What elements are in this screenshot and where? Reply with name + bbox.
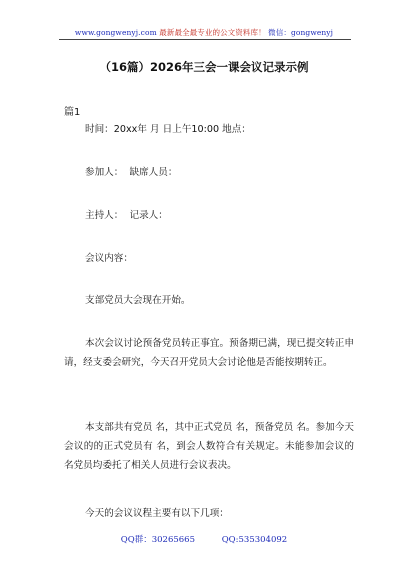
wechat-id: 微信：gongwenyj xyxy=(268,28,334,37)
host-label: 主持人： xyxy=(85,210,124,221)
absentees-label: 缺席人员： xyxy=(129,167,178,178)
content-label: 会议内容： xyxy=(85,253,133,264)
paragraph-3: 本支部共有党员 名，其中正式党员 名，预备党员 名。参加今天会议的的正式党员有 名，到会人数符合有关规定。未能参加会议的 名党员均委托了相关人员进行会议表决。 xyxy=(64,422,354,471)
document-title: （16篇）2026年三会一课会议记录示例 xyxy=(99,60,309,74)
site-footer xyxy=(0,533,408,545)
paragraph-4: 今天的会议议程主要有以下几项： xyxy=(85,508,229,519)
attendance-line xyxy=(64,163,354,182)
qq-number: QQ:535304092 xyxy=(221,535,288,545)
time-place-line xyxy=(64,120,354,139)
time-label: 时间： xyxy=(85,124,114,135)
header-divider xyxy=(59,39,351,40)
section-heading: 篇1 xyxy=(64,107,81,118)
paragraph-1: 支部党员大会现在开始。 xyxy=(85,295,191,306)
site-slogan: 最新最全最专业的公文资料库！ xyxy=(159,28,266,37)
attendees-label: 参加人： xyxy=(85,167,124,178)
paragraph-2: 本次会议讨论预备党员转正事宜。预备期已满，现已提交转正申请，经支委会研究，今天召开党员大会讨论他是否能按期转正。 xyxy=(64,338,354,368)
place-label: 地点： xyxy=(222,124,251,135)
site-url[interactable]: www.gongwenyj.com xyxy=(74,28,157,37)
time-value: 20xx年 月 日上午10:00 xyxy=(113,124,220,135)
recorder-label: 记录人： xyxy=(129,210,168,221)
host-line xyxy=(64,206,354,225)
site-header xyxy=(0,27,408,38)
qq-group: QQ群：30265665 xyxy=(120,535,195,545)
